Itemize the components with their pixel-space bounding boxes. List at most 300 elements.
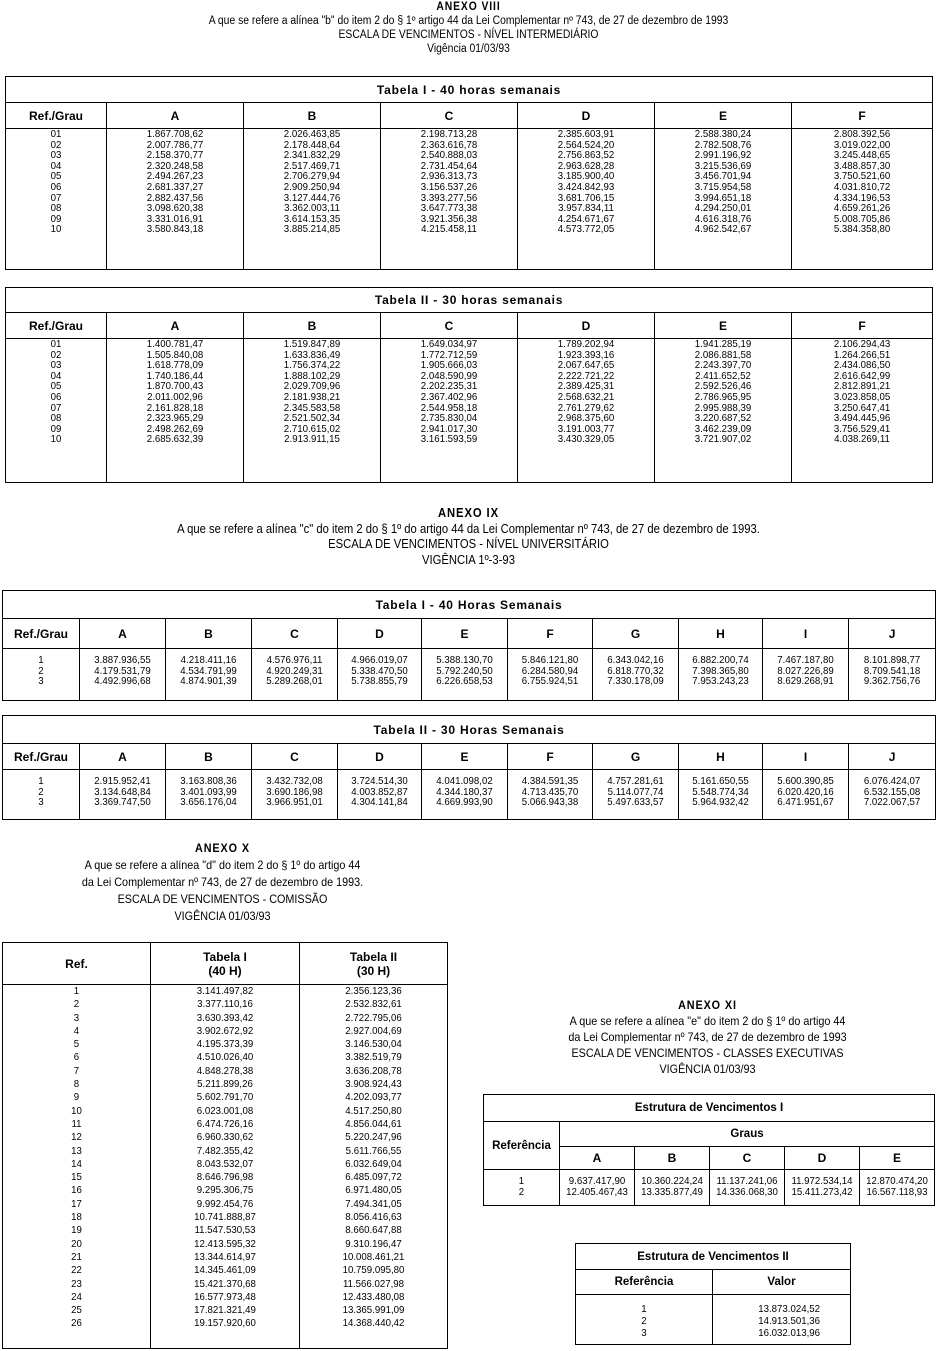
- table-cell: 4.294.250,01: [694, 202, 752, 215]
- table-cell: 12: [71, 1131, 82, 1144]
- table-cell: 6.343.042,16: [607, 654, 664, 666]
- value-column: [679, 770, 763, 820]
- table-cell: 05: [50, 170, 62, 183]
- table-cell: 12.413.595,32: [194, 1237, 256, 1250]
- table-cell: 2.786.965,95: [694, 390, 752, 403]
- table-cell: 6.755.924,51: [521, 675, 579, 688]
- table-caption: Estrutura de Vencimentos I: [484, 1095, 935, 1122]
- table-cell: 5.220.247,96: [345, 1131, 402, 1144]
- value-column: [593, 649, 679, 701]
- table-cell: 08: [50, 202, 62, 215]
- table-cell: 4.848.278,38: [196, 1064, 254, 1077]
- table-cell: 2.782.508,76: [694, 138, 752, 151]
- table-cell: 3.382.519,79: [345, 1051, 402, 1064]
- table-cell: 2.521.502,34: [283, 412, 341, 425]
- table-cell: 1: [38, 654, 44, 666]
- table-cell: 7.330.178,09: [607, 675, 664, 688]
- col-header: D: [338, 744, 422, 770]
- table-cell: 14.345.461,09: [194, 1264, 256, 1277]
- table-cell: 5.388.130,70: [436, 654, 493, 666]
- col-header: Graus: [560, 1122, 935, 1147]
- table-cell: 1.941.285,19: [694, 338, 752, 350]
- ref-column: [6, 339, 107, 483]
- table-cell: 2.564.524,20: [557, 138, 615, 151]
- table-cell: 1.789.202,94: [557, 338, 615, 350]
- table-cell: 2.341.832,29: [283, 149, 341, 162]
- table-cell: 2.941.017,30: [420, 422, 478, 435]
- table-cell: 06: [50, 180, 62, 193]
- table-cell: 3.023.858,05: [833, 390, 891, 403]
- anexo9-subtitle-2: ESCALA DE VENCIMENTOS - NÍVEL UNIVERSITÁRIO: [328, 537, 609, 551]
- table-cell: 3.432.732,08: [266, 775, 323, 787]
- table-cell: 5.289.268,01: [266, 675, 323, 688]
- col-header: C: [381, 313, 518, 339]
- table-cell: 3.250.647,41: [833, 401, 891, 414]
- value-column: [713, 1295, 851, 1345]
- table-cell: 5.161.650,55: [692, 775, 749, 787]
- table-cell: 7.467.187,80: [777, 654, 834, 666]
- table-cell: 5.497.633,57: [607, 796, 664, 809]
- col-header: H: [679, 619, 763, 649]
- col-header: A: [560, 1147, 635, 1170]
- table-cell: 2.532.832,61: [345, 998, 402, 1011]
- col-header: Referência: [576, 1270, 713, 1295]
- table-cell: 5.611.766,55: [345, 1144, 402, 1157]
- table-cell: 1: [518, 1175, 525, 1187]
- table-cell: 6.485.097,72: [345, 1171, 402, 1184]
- table-cell: 12.405.467,43: [566, 1185, 628, 1198]
- table-cell: 3.614.153,35: [283, 212, 341, 225]
- col-header: C: [710, 1147, 785, 1170]
- table-cell: 5.066.943,38: [521, 796, 579, 809]
- table-cell: 4.966.019,07: [351, 654, 408, 666]
- table-cell: 3.921.356,38: [420, 212, 478, 225]
- table-cell: 11.566.027,98: [342, 1277, 405, 1290]
- table-caption: Tabela II - 30 horas semanais: [6, 288, 933, 313]
- anexo9-subtitle-1: A que se refere a alínea "c" do item 2 do § 1º do artigo 44 da Lei Complementar nº 743, de 27 de dezembro de 1993.: [177, 521, 760, 536]
- table-cell: 2.181.938,21: [283, 390, 341, 403]
- table-cell: 3.424.842,93: [557, 180, 615, 193]
- table-cell: 4.304.141,84: [351, 796, 408, 809]
- table-cell: 8.629.268,91: [777, 675, 834, 688]
- col-header: J: [849, 744, 936, 770]
- table-cell: 3.141.497,82: [196, 985, 254, 997]
- table-cell: 3.721.907,02: [694, 433, 752, 446]
- table-cell: 2.029.709,96: [283, 380, 341, 393]
- table-cell: 1.618.778,09: [146, 359, 204, 372]
- table-cell: 14.336.068,30: [716, 1185, 778, 1198]
- col-header: H: [679, 744, 763, 770]
- anexo11-title: ANEXO XI: [678, 998, 737, 1012]
- table-cell: 2.411.652,52: [695, 369, 751, 382]
- table-cell: 3.681.706,15: [557, 191, 615, 204]
- table-cell: 6: [73, 1051, 80, 1064]
- value-column: [244, 129, 381, 270]
- table-cell: 3.462.239,09: [694, 422, 752, 435]
- table-cell: 3.656.176,04: [180, 796, 237, 809]
- table-cell: 2.434.086,50: [833, 359, 891, 372]
- col-header: A: [107, 313, 244, 339]
- table-cell: 2.356.123,36: [345, 985, 402, 997]
- table-cell: 07: [50, 191, 62, 204]
- ref-column: [3, 985, 151, 1349]
- table-cell: 4.713.435,70: [521, 785, 579, 798]
- col-header: [300, 943, 448, 985]
- table-cell: 15.421.370,68: [194, 1277, 256, 1290]
- table-cell: 4.334.196,53: [833, 191, 891, 204]
- value-column: [593, 770, 679, 820]
- table-cell: 5.846.121,80: [521, 654, 579, 666]
- table-cell: 5.384.358,80: [833, 223, 891, 236]
- col-header: F: [508, 619, 593, 649]
- table-cell: 1.756.374,22: [283, 359, 341, 372]
- anexo8-title: ANEXO VIII: [436, 1, 501, 13]
- table-cell: 20: [71, 1237, 82, 1250]
- col-header: B: [244, 103, 381, 129]
- table-cell: 2.710.615,02: [283, 422, 341, 435]
- table-cell: 3.134.648,84: [94, 785, 151, 798]
- table-cell: 2.158.370,77: [146, 149, 204, 162]
- table-cell: 13.344.614,97: [194, 1250, 256, 1263]
- table-cell: 2.936.313,73: [420, 170, 478, 183]
- table-cell: 1.923.393,16: [557, 348, 615, 361]
- table-cell: 24: [71, 1290, 82, 1303]
- table-cell: 4.031.810,72: [833, 180, 891, 193]
- value-column: [849, 649, 936, 701]
- table-cell: 2.616.642,99: [833, 369, 891, 382]
- col-header: A: [107, 103, 244, 129]
- table-cell: 3.098.620,38: [146, 202, 204, 215]
- table-cell: 2.761.279,62: [557, 401, 615, 414]
- col-header: A: [80, 744, 166, 770]
- table-cell: 2.735.830,04: [420, 412, 478, 425]
- anexo8-table-1: [5, 76, 933, 270]
- anexo9-table-2: [2, 715, 936, 820]
- value-column: [635, 1170, 710, 1206]
- anexo9-title: ANEXO IX: [438, 506, 499, 520]
- value-column: [655, 129, 792, 270]
- table-cell: 22: [71, 1264, 82, 1277]
- table-cell: 2.517.469,71: [283, 159, 341, 172]
- table-cell: 1.649.034,97: [420, 338, 478, 350]
- table-cell: 4.218.411,16: [180, 654, 237, 666]
- table-cell: 7.494.341,05: [345, 1197, 402, 1210]
- anexo10-subtitle-1: A que se refere a alínea "d" do item 2 do § 1º do artigo 44: [84, 858, 361, 872]
- table-cell: 3.331.016,91: [146, 212, 204, 225]
- table-cell: 14: [71, 1157, 82, 1170]
- anexo10-table: [2, 942, 448, 1349]
- table-cell: 4.344.180,37: [436, 785, 493, 798]
- anexo10-header: [22, 840, 423, 925]
- table-cell: 4.659.261,26: [833, 202, 891, 215]
- table-cell: 11.137.241,06: [716, 1175, 778, 1187]
- anexo9-header: [47, 506, 890, 568]
- col-header: Ref.: [3, 943, 151, 985]
- table-cell: 2: [518, 1185, 525, 1198]
- table-cell: 7.022.067,57: [863, 796, 921, 809]
- table-cell: 2.494.267,23: [146, 170, 204, 183]
- col-header: E: [655, 313, 792, 339]
- table-cell: 6.076.424,07: [863, 775, 921, 787]
- table-cell: 4.202.093,77: [345, 1091, 402, 1104]
- col-header: D: [338, 619, 422, 649]
- table-cell: 1.905.666,03: [420, 359, 478, 372]
- table-cell: 2.086.881,58: [694, 348, 752, 361]
- table-cell: 3.191.003,77: [557, 422, 615, 435]
- table-cell: 6.471.951,67: [777, 796, 834, 809]
- table-cell: 6.020.420,16: [777, 785, 834, 798]
- anexo8-subtitle-3: Vigência 01/03/93: [427, 43, 510, 55]
- table-cell: 2.681.337,27: [146, 180, 204, 193]
- value-column: [338, 770, 422, 820]
- table-cell: 02: [50, 138, 62, 151]
- table-cell: 2.389.425,31: [557, 380, 615, 393]
- table-cell: 3.401.093,99: [180, 785, 237, 798]
- table-cell: 3.163.808,36: [180, 775, 237, 787]
- anexo8-subtitle-1: A que se refere a alínea "b" do item 2 do § 1º artigo 44 da Lei Complementar nº 743, de 27 de dezembro de 1993: [208, 15, 729, 27]
- table-cell: 10.741.888,87: [194, 1211, 256, 1224]
- col-header: E: [422, 744, 508, 770]
- ref-column: [3, 770, 80, 820]
- table-cell: 21: [71, 1250, 82, 1263]
- col-header: C: [252, 619, 338, 649]
- col-header: G: [593, 744, 679, 770]
- table-cell: 2: [38, 785, 44, 798]
- table-cell: 4.534.791,99: [180, 664, 237, 677]
- table-cell: 8.043.532,07: [196, 1157, 254, 1170]
- table-cell: 5.548.774,34: [692, 785, 749, 798]
- table-cell: 3.994.651,18: [694, 191, 752, 204]
- table-cell: 06: [50, 390, 62, 403]
- value-column: [381, 129, 518, 270]
- value-column: [860, 1170, 935, 1206]
- table-cell: 6.882.200,74: [692, 654, 749, 666]
- table-cell: 10: [50, 433, 62, 446]
- table-cell: 4.195.373,39: [196, 1038, 254, 1051]
- table-cell: 04: [50, 159, 62, 172]
- table-cell: 19: [71, 1224, 82, 1237]
- table-cell: 18: [71, 1211, 82, 1224]
- col-header: E: [655, 103, 792, 129]
- value-column: [151, 985, 300, 1349]
- anexo10-title: ANEXO X: [195, 841, 250, 855]
- anexo8-subtitle-2: ESCALA DE VENCIMENTOS - NÍVEL INTERMEDIÁRIO: [338, 29, 599, 41]
- table-cell: 10.759.095,80: [342, 1264, 405, 1277]
- table-cell: 2.592.526,46: [694, 380, 752, 393]
- table-cell: 2.067.647,65: [557, 359, 615, 372]
- table-cell: 2.320.248,58: [146, 159, 204, 172]
- table-cell: 2: [38, 664, 44, 677]
- table-cell: 4.038.269,11: [834, 433, 890, 446]
- table-cell: 2.345.583,58: [283, 401, 341, 414]
- table-cell: 4.757.281,61: [607, 775, 664, 787]
- table-cell: 3.393.277,56: [420, 191, 478, 204]
- table-cell: 5.211.899,26: [197, 1078, 253, 1091]
- table-cell: 3.220.687,52: [694, 412, 752, 425]
- anexo10-subtitle-4: VIGÊNCIA 01/03/93: [174, 909, 271, 923]
- value-column: [655, 339, 792, 483]
- col-header: Ref./Grau: [3, 619, 80, 649]
- table-cell: 5.792.240,50: [436, 664, 493, 677]
- anexo11-subtitle-1: A que se refere a alínea "e" do item 2 do § 1º do artigo 44: [569, 1014, 846, 1028]
- table-cell: 4.920.249,31: [266, 664, 323, 677]
- table-cell: 3.966.951,01: [266, 796, 323, 809]
- table-cell: 1.505.840,08: [146, 348, 204, 361]
- table-cell: 6.226.658,53: [436, 675, 493, 688]
- table-cell: 26: [71, 1317, 82, 1330]
- table-cell: 1.867.708,62: [146, 128, 204, 140]
- table-cell: 2.882.437,56: [146, 191, 204, 204]
- table-cell: 2.198.713,28: [420, 128, 478, 140]
- table-cell: 3.887.936,55: [94, 654, 151, 666]
- anexo11-subtitle-3: ESCALA DE VENCIMENTOS - CLASSES EXECUTIVAS: [571, 1046, 844, 1060]
- table-cell: 8.056.416,63: [345, 1211, 402, 1224]
- table-cell: 9.310.196,47: [345, 1237, 402, 1250]
- table-cell: 11.972.534,14: [791, 1175, 853, 1187]
- table-cell: 3.724.514,30: [351, 775, 408, 787]
- table-cell: 8.027.226,89: [777, 664, 834, 677]
- table-cell: 9.295.306,75: [196, 1184, 254, 1197]
- value-column: [849, 770, 936, 820]
- table-cell: 3.636.208,78: [345, 1064, 402, 1077]
- table-cell: 9: [73, 1091, 80, 1104]
- table-cell: 4.616.318,76: [694, 212, 752, 225]
- table-cell: 14.913.501,36: [758, 1315, 820, 1327]
- table-cell: 9.992.454,76: [196, 1197, 254, 1210]
- value-column: [710, 1170, 785, 1206]
- value-column: [763, 649, 849, 701]
- table-cell: 3.362.003,11: [284, 202, 340, 215]
- table-cell: 13.335.877,49: [641, 1185, 703, 1198]
- table-cell: 11.547.530,53: [194, 1224, 256, 1237]
- value-column: [252, 770, 338, 820]
- anexo8-header: [47, 0, 890, 56]
- table-cell: 16: [71, 1184, 82, 1197]
- value-column: [80, 649, 166, 701]
- anexo10-subtitle-2: da Lei Complementar nº 743, de 27 de dezembro de 1993.: [81, 875, 364, 889]
- col-header-line: Tabela II: [349, 949, 398, 964]
- table-cell: 4.576.976,11: [266, 654, 323, 666]
- table-cell: 9.637.417,90: [568, 1175, 626, 1187]
- table-cell: 1.633.836,49: [283, 348, 341, 361]
- table-cell: 17.821.321,49: [194, 1304, 256, 1317]
- table-cell: 25: [71, 1304, 82, 1317]
- table-cell: 8.646.796,98: [196, 1171, 254, 1184]
- table-cell: 2.915.952,41: [94, 775, 151, 787]
- table-cell: 03: [50, 149, 62, 162]
- anexo11-subtitle-4: VIGÊNCIA 01/03/93: [659, 1062, 756, 1076]
- table-cell: 4.517.250,80: [345, 1104, 402, 1117]
- col-header: E: [422, 619, 508, 649]
- col-header-line: Tabela I: [203, 949, 247, 964]
- value-column: [422, 770, 508, 820]
- table-caption: Tabela II - 30 Horas Semanais: [3, 716, 936, 744]
- table-cell: 2.011.002,96: [147, 390, 203, 403]
- table-cell: 04: [50, 369, 62, 382]
- table-cell: 4.041.098,02: [436, 775, 493, 787]
- table-cell: 1: [73, 985, 80, 997]
- table-cell: 6.284.580,94: [521, 664, 579, 677]
- table-cell: 01: [50, 128, 62, 140]
- table-cell: 3.146.530,04: [345, 1038, 402, 1051]
- col-header: Ref./Grau: [6, 103, 107, 129]
- table-cell: 12.870.474,20: [866, 1175, 928, 1187]
- table-cell: 2.963.628,28: [557, 159, 615, 172]
- table-cell: 2.731.454,64: [420, 159, 478, 172]
- table-cell: 2.222.721,22: [557, 369, 615, 382]
- table-cell: 2.026.463,85: [283, 128, 341, 140]
- table-cell: 1.519.847,89: [283, 338, 341, 350]
- table-cell: 3.430.329,05: [557, 433, 615, 446]
- col-header: D: [518, 313, 655, 339]
- value-column: [508, 770, 593, 820]
- table-cell: 15: [71, 1171, 82, 1184]
- col-header: G: [593, 619, 679, 649]
- table-cell: 1.772.712,59: [420, 348, 478, 361]
- table-cell: 3: [38, 675, 44, 688]
- table-cell: 03: [50, 359, 62, 372]
- table-cell: 6.532.155,08: [863, 785, 921, 798]
- table-cell: 5.338.470,50: [351, 664, 408, 677]
- table-cell: 2.540.888,03: [420, 149, 478, 162]
- table-cell: 2.909.250,94: [283, 180, 341, 193]
- value-column: [785, 1170, 860, 1206]
- table-cell: 3.215.536,69: [694, 159, 752, 172]
- table-cell: 3.156.537,26: [420, 180, 478, 193]
- table-cell: 2.913.911,15: [284, 433, 340, 446]
- col-header: I: [763, 619, 849, 649]
- col-header: F: [792, 103, 933, 129]
- table-cell: 4.856.044,61: [345, 1117, 402, 1130]
- value-column: [679, 649, 763, 701]
- table-caption: Tabela I - 40 Horas Semanais: [3, 591, 936, 619]
- table-cell: 2.048.590,99: [420, 369, 478, 382]
- anexo11-header: [507, 997, 908, 1077]
- value-column: [792, 129, 933, 270]
- table-cell: 3.647.773,38: [420, 202, 478, 215]
- table-cell: 6.818.770,32: [607, 664, 664, 677]
- table-cell: 5.008.705,86: [833, 212, 891, 225]
- value-column: [518, 129, 655, 270]
- col-header: C: [381, 103, 518, 129]
- table-cell: 3.750.521,60: [833, 170, 891, 183]
- table-cell: 3.019.022,00: [833, 138, 891, 151]
- col-header: D: [785, 1147, 860, 1170]
- ref-column: [6, 129, 107, 270]
- table-cell: 2: [73, 998, 80, 1011]
- table-cell: 4.003.852,87: [351, 785, 408, 798]
- table-cell: 10.008.461,21: [342, 1250, 405, 1263]
- value-column: [518, 339, 655, 483]
- col-header: A: [80, 619, 166, 649]
- table-cell: 3: [38, 796, 44, 809]
- table-cell: 4.254.671,67: [557, 212, 615, 225]
- col-header: [151, 943, 300, 985]
- table-cell: 17: [71, 1197, 82, 1210]
- col-header: C: [252, 744, 338, 770]
- table-cell: 6.971.480,05: [345, 1184, 402, 1197]
- table-cell: 7.953.243,23: [692, 675, 749, 688]
- table-cell: 16.567.118,93: [866, 1185, 928, 1198]
- col-header: J: [849, 619, 936, 649]
- table-cell: 4.215.458,11: [421, 223, 477, 236]
- table-cell: 4: [73, 1024, 80, 1037]
- col-header: B: [244, 313, 381, 339]
- col-header-line: (40 H): [208, 963, 242, 978]
- table-cell: 6.032.649,04: [345, 1157, 402, 1170]
- value-column: [338, 649, 422, 701]
- value-column: [252, 649, 338, 701]
